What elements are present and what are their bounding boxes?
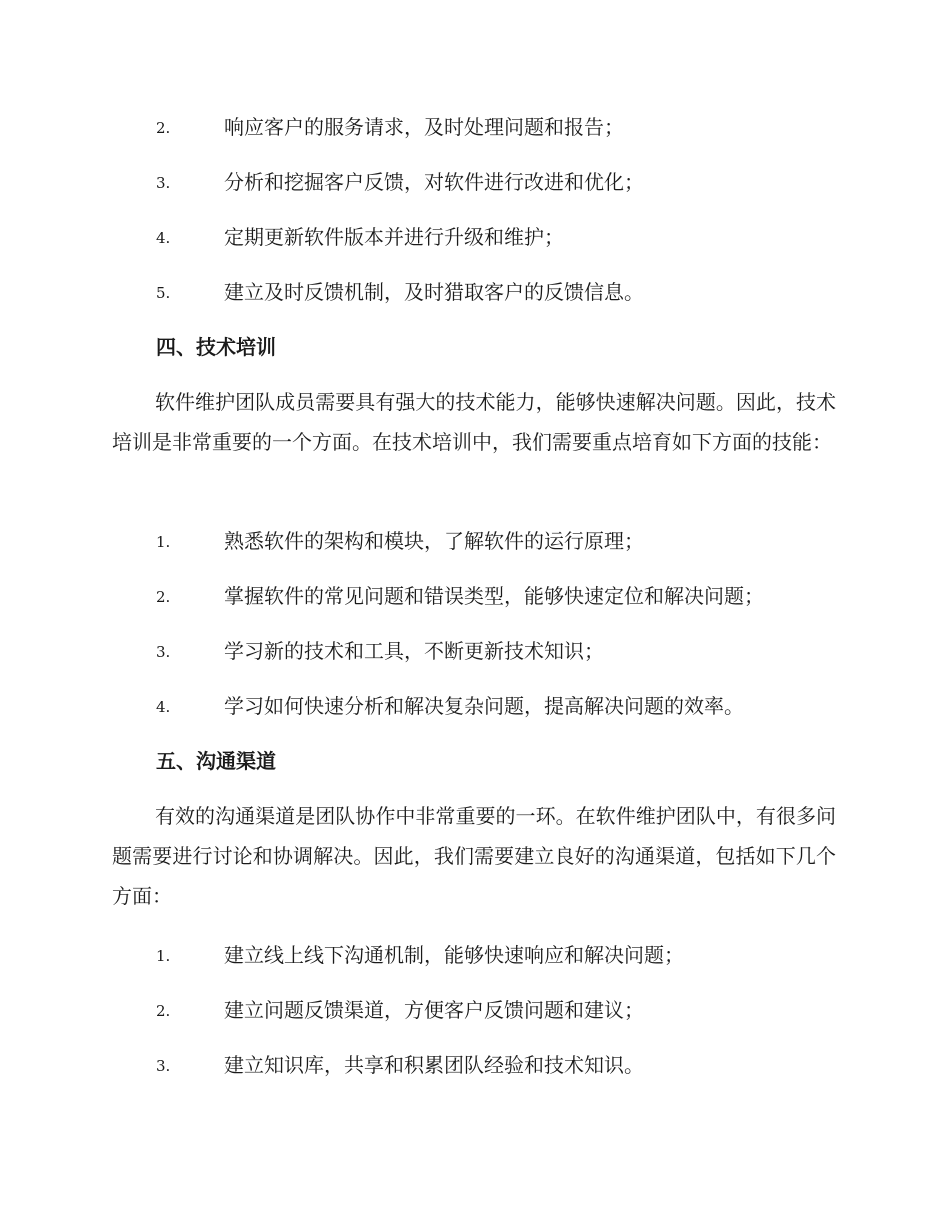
section-paragraph: 有效的沟通渠道是团队协作中非常重要的一环。在软件维护团队中，有很多问题需要进行讨论和协调解决。因此，我们需要建立良好的沟通渠道，包括如下几个方面： (112, 804, 836, 908)
list-item-text: 建立问题反馈渠道，方便客户反馈问题和建议； (224, 998, 644, 1022)
list-item-text: 学习新的技术和工具，不断更新技术知识； (224, 639, 604, 663)
section-heading: 四、技术培训 (156, 335, 276, 359)
list-item-text: 建立线上线下沟通机制，能够快速响应和解决问题； (224, 943, 684, 967)
list-item-text: 掌握软件的常见问题和错误类型，能够快速定位和解决问题； (224, 584, 764, 608)
list-item (0, 940, 950, 970)
list-item (0, 995, 950, 1025)
list-item-number: 1. (156, 533, 171, 551)
list-item-number: 2. (156, 1002, 171, 1020)
list-item-number: 2. (156, 119, 171, 137)
section-paragraph: 软件维护团队成员需要具有强大的技术能力，能够快速解决问题。因此，技术培训是非常重要的一个方面。在技术培训中，我们需要重点培育如下方面的技能： (112, 390, 836, 454)
list-item (0, 222, 950, 252)
list-item (0, 581, 950, 611)
list-item (0, 112, 950, 142)
list-item-number: 3. (156, 174, 171, 192)
list-item (0, 277, 950, 307)
list-item (0, 636, 950, 666)
list-item (0, 691, 950, 721)
list-item-text: 学习如何快速分析和解决复杂问题，提高解决问题的效率。 (224, 694, 744, 718)
list-item-text: 建立及时反馈机制，及时猎取客户的反馈信息。 (224, 280, 644, 304)
list-item (0, 167, 950, 197)
list-item-number: 3. (156, 643, 171, 661)
list-item (0, 1050, 950, 1080)
list-item-number: 3. (156, 1057, 171, 1075)
list-item-number: 5. (156, 284, 171, 302)
list-item-text: 建立知识库，共享和积累团队经验和技术知识。 (224, 1053, 644, 1077)
section-heading: 五、沟通渠道 (156, 749, 276, 773)
list-item-number: 2. (156, 588, 171, 606)
list-item-number: 4. (156, 229, 171, 247)
list-item-number: 4. (156, 698, 171, 716)
list-item-number: 1. (156, 947, 171, 965)
list-item-text: 分析和挖掘客户反馈，对软件进行改进和优化； (224, 170, 644, 194)
list-item-text: 定期更新软件版本并进行升级和维护； (224, 225, 564, 249)
list-item (0, 526, 950, 556)
list-item-text: 熟悉软件的架构和模块，了解软件的运行原理； (224, 529, 644, 553)
list-item-text: 响应客户的服务请求，及时处理问题和报告； (224, 115, 624, 139)
